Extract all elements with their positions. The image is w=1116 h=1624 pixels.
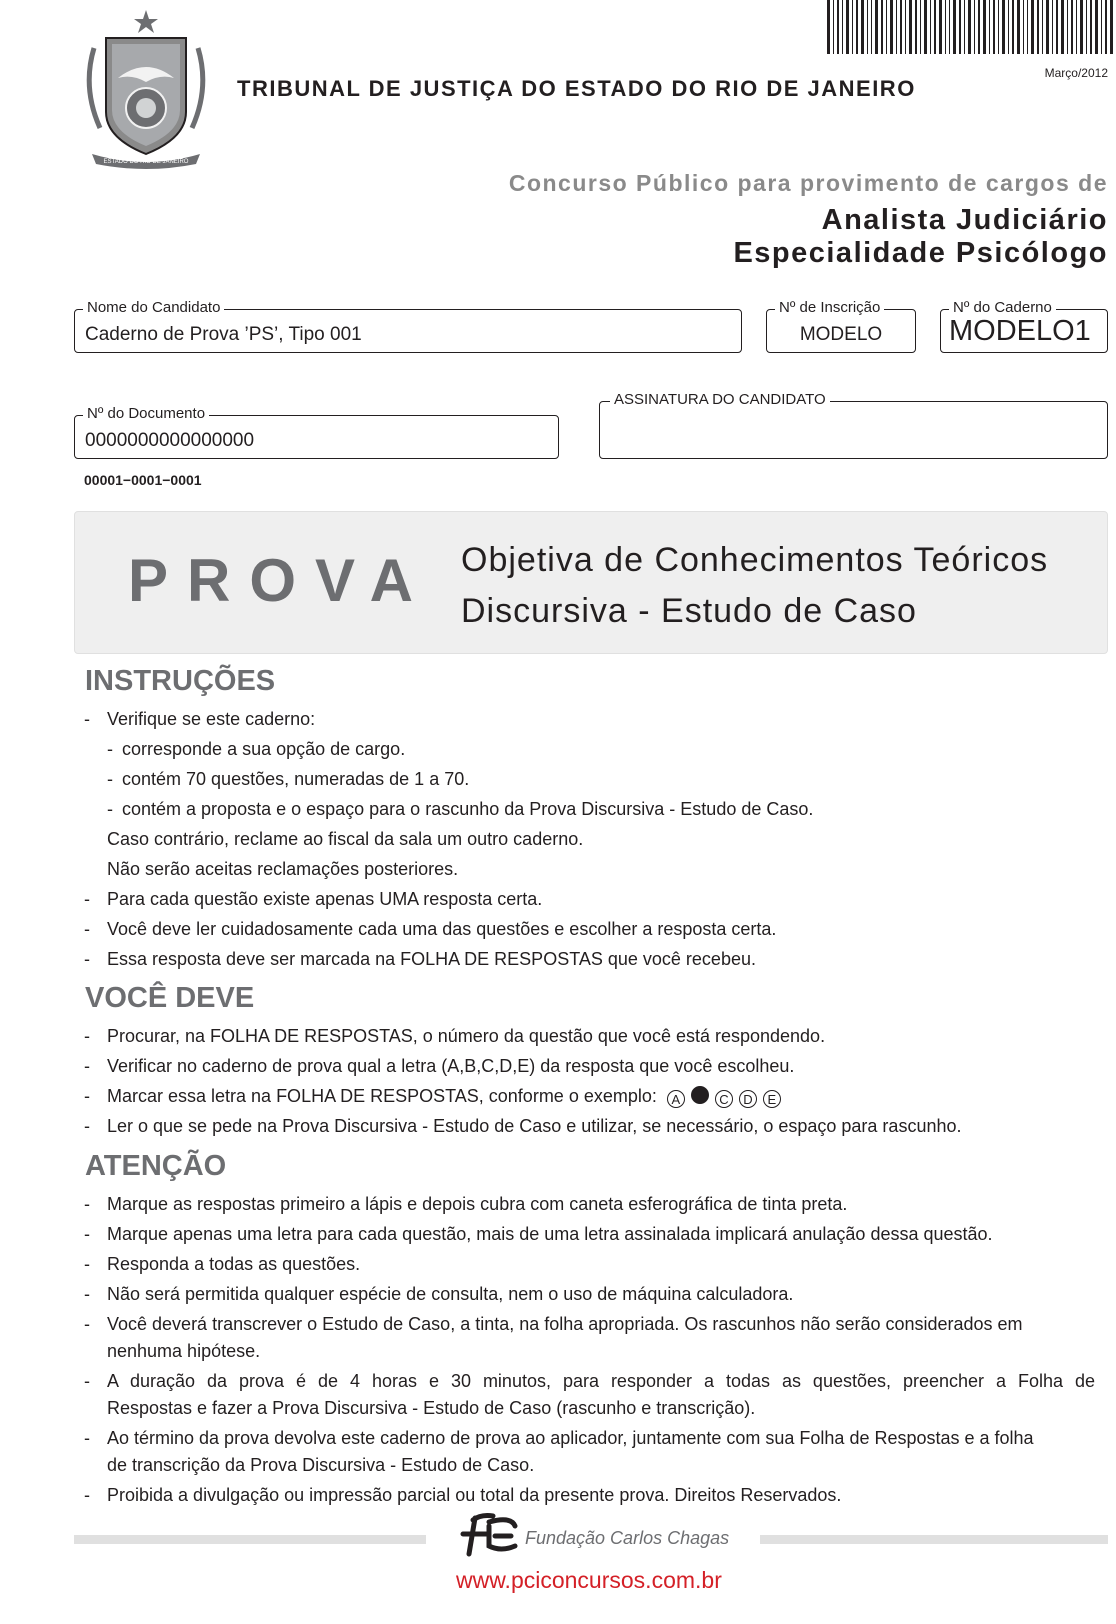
institution-title: TRIBUNAL DE JUSTIÇA DO ESTADO DO RIO DE JANEIRO	[237, 76, 916, 101]
registration-number-label: Nº de Inscrição	[775, 299, 884, 317]
registration-number-value: MODELO	[799, 324, 883, 345]
seal-banner-text: ESTADO DO RIO DE JANEIRO	[103, 159, 189, 165]
answer-bubble-a: A	[667, 1090, 685, 1108]
document-number-field[interactable]	[74, 405, 559, 459]
position-title: Analista Judiciário	[821, 204, 1108, 236]
registration-number-field[interactable]	[766, 299, 916, 353]
exam-date: Março/2012	[1044, 66, 1108, 80]
booklet-number-value: MODELO1	[949, 315, 1091, 347]
barcode	[825, 0, 1115, 56]
fcc-logo-icon	[459, 1512, 519, 1558]
answer-bubble-b-marked	[691, 1086, 709, 1104]
position-specialty: Especialidade Psicólogo	[733, 237, 1108, 269]
attention-heading: ATENÇÃO	[85, 1150, 227, 1182]
control-code: 00001−0001−0001	[84, 472, 202, 488]
you-must-heading: VOCÊ DEVE	[85, 982, 255, 1014]
answer-bubble-e: E	[763, 1090, 781, 1108]
document-number-value: 0000000000000000	[85, 430, 255, 451]
exam-part-discursive: Discursiva - Estudo de Caso	[461, 592, 917, 630]
footer-divider-left	[74, 1535, 426, 1544]
booklet-number-label: Nº do Caderno	[949, 299, 1056, 317]
foundation-name: Fundação Carlos Chagas	[525, 1528, 730, 1548]
candidate-name-field[interactable]	[74, 299, 742, 353]
answer-bubble-c: C	[715, 1090, 733, 1108]
signature-field[interactable]	[599, 391, 1108, 459]
document-number-label: Nº do Documento	[83, 405, 209, 423]
website-link[interactable]: www.pciconcursos.com.br	[456, 1567, 722, 1593]
exam-part-objective: Objetiva de Conhecimentos Teóricos	[461, 541, 1049, 579]
signature-label: ASSINATURA DO CANDIDATO	[610, 391, 830, 409]
instructions-heading: INSTRUÇÕES	[85, 665, 276, 697]
booklet-number-field[interactable]	[940, 299, 1108, 353]
contest-subtitle: Concurso Público para provimento de cargos de	[508, 170, 1108, 196]
state-coat-of-arms	[78, 8, 214, 170]
footer-divider-right	[760, 1535, 1108, 1544]
prova-heading: PROVA	[128, 547, 432, 614]
candidate-name-label: Nome do Candidato	[83, 299, 224, 317]
answer-bubble-d: D	[739, 1090, 757, 1108]
candidate-name-value: Caderno de Prova ’PS’, Tipo 001	[85, 324, 362, 345]
